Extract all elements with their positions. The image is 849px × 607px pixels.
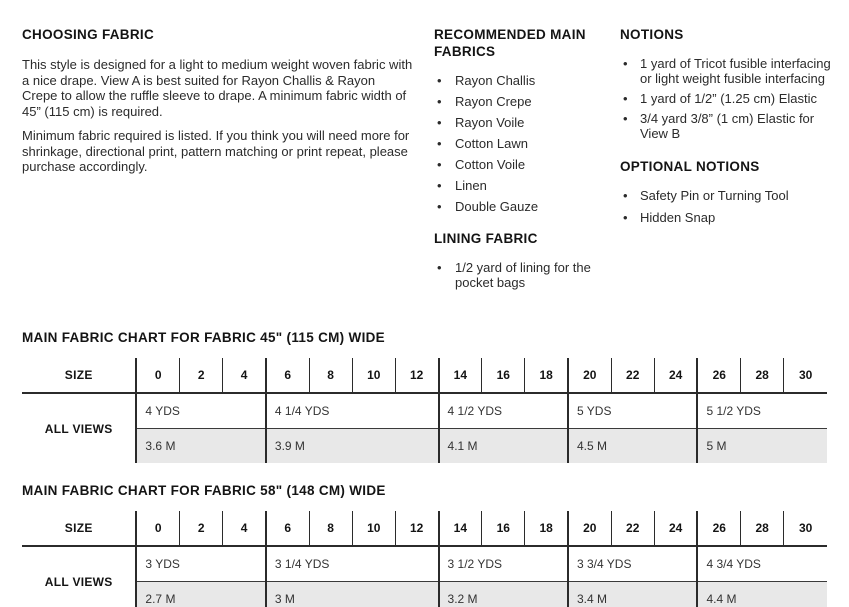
all-views-label: ALL VIEWS bbox=[22, 393, 136, 463]
meters-cell: 4.4 M bbox=[697, 581, 827, 607]
size-header-cell: 12 bbox=[395, 358, 438, 393]
size-header-cell: 28 bbox=[741, 358, 784, 393]
notions-heading: NOTIONS bbox=[620, 27, 684, 42]
size-header-cell: 22 bbox=[611, 358, 654, 393]
notions-section bbox=[620, 26, 832, 232]
size-header-cell: 26 bbox=[697, 358, 740, 393]
size-header-cell: 10 bbox=[352, 511, 395, 546]
size-header-cell: 6 bbox=[266, 511, 309, 546]
size-header-row bbox=[22, 511, 827, 546]
optional-notions-heading: OPTIONAL NOTIONS bbox=[620, 159, 760, 174]
list-item: • Cotton Voile bbox=[434, 157, 606, 172]
size-header-cell: 14 bbox=[439, 358, 482, 393]
fabric-chart-58-title: MAIN FABRIC CHART FOR FABRIC 58" (148 CM) WIDE bbox=[22, 483, 386, 498]
yardage-cell: 4 1/4 YDS bbox=[266, 393, 439, 428]
meters-row bbox=[22, 428, 827, 463]
lining-fabric-heading: LINING FABRIC bbox=[434, 231, 538, 246]
choosing-fabric-heading: CHOOSING FABRIC bbox=[22, 27, 155, 42]
size-header-cell: 30 bbox=[784, 511, 827, 546]
meters-cell: 5 M bbox=[697, 428, 827, 463]
recommended-fabrics-heading: RECOMMENDED MAIN FABRICS bbox=[434, 27, 586, 59]
yards-row bbox=[22, 393, 827, 428]
yardage-cell: 3 YDS bbox=[136, 546, 265, 581]
all-views-label: ALL VIEWS bbox=[22, 546, 136, 607]
meters-cell: 4.5 M bbox=[568, 428, 697, 463]
meters-row bbox=[22, 581, 827, 607]
meters-cell: 4.1 M bbox=[439, 428, 568, 463]
fabric-chart-58-table bbox=[22, 511, 827, 607]
meters-cell: 3.4 M bbox=[568, 581, 697, 607]
size-header-cell: 16 bbox=[482, 358, 525, 393]
size-header-cell: 10 bbox=[352, 358, 395, 393]
yardage-cell: 4 3/4 YDS bbox=[697, 546, 827, 581]
meters-cell: 3.2 M bbox=[439, 581, 568, 607]
size-header-cell: 0 bbox=[136, 511, 179, 546]
size-header-cell: 18 bbox=[525, 358, 568, 393]
size-header-cell: 2 bbox=[180, 511, 223, 546]
size-header-cell: 2 bbox=[180, 358, 223, 393]
list-item: • 3/4 yard 3/8” (1 cm) Elastic for View B bbox=[620, 111, 832, 141]
size-header-cell: 8 bbox=[309, 511, 352, 546]
size-header-cell: 24 bbox=[654, 358, 697, 393]
list-item: • Hidden Snap bbox=[620, 210, 832, 225]
meters-cell: 3.9 M bbox=[266, 428, 439, 463]
yardage-cell: 4 YDS bbox=[136, 393, 265, 428]
list-item: • Safety Pin or Turning Tool bbox=[620, 188, 832, 203]
size-header-cell: 0 bbox=[136, 358, 179, 393]
choosing-fabric-paragraph-2: Minimum fabric required is listed. If you think you will need more for shrinkage, directional print, pattern matching or print repeat, please purchase accordingly. bbox=[22, 128, 410, 174]
meters-cell: 2.7 M bbox=[136, 581, 265, 607]
fabric-charts bbox=[22, 330, 827, 607]
list-item: • 1 yard of Tricot fusible interfacing or light weight fusible interfacing bbox=[620, 56, 832, 86]
size-header-cell: 4 bbox=[223, 511, 266, 546]
yardage-cell: 5 1/2 YDS bbox=[697, 393, 827, 428]
size-header-cell: 16 bbox=[482, 511, 525, 546]
size-header-cell: 6 bbox=[266, 358, 309, 393]
notions-list bbox=[620, 56, 832, 141]
size-header-cell: 14 bbox=[439, 511, 482, 546]
list-item: • Cotton Lawn bbox=[434, 136, 606, 151]
size-header-cell: 24 bbox=[654, 511, 697, 546]
yardage-cell: 3 1/2 YDS bbox=[439, 546, 568, 581]
size-header-cell: 8 bbox=[309, 358, 352, 393]
optional-notions-list bbox=[620, 188, 832, 225]
size-header-label: SIZE bbox=[22, 511, 136, 546]
meters-cell: 3 M bbox=[266, 581, 439, 607]
size-header-row bbox=[22, 358, 827, 393]
meters-cell: 3.6 M bbox=[136, 428, 265, 463]
list-item: • Linen bbox=[434, 178, 606, 193]
size-header-cell: 22 bbox=[611, 511, 654, 546]
fabric-chart-45-block bbox=[22, 330, 827, 463]
list-item: • Rayon Voile bbox=[434, 115, 606, 130]
yardage-cell: 5 YDS bbox=[568, 393, 697, 428]
size-header-cell: 18 bbox=[525, 511, 568, 546]
fabric-chart-45-title: MAIN FABRIC CHART FOR FABRIC 45" (115 CM) WIDE bbox=[22, 330, 385, 345]
fabric-chart-58-block bbox=[22, 483, 827, 607]
yardage-cell: 3 1/4 YDS bbox=[266, 546, 439, 581]
size-header-cell: 4 bbox=[223, 358, 266, 393]
list-item: • 1 yard of 1/2” (1.25 cm) Elastic bbox=[620, 91, 832, 106]
size-header-label: SIZE bbox=[22, 358, 136, 393]
size-header-cell: 20 bbox=[568, 358, 611, 393]
yardage-cell: 4 1/2 YDS bbox=[439, 393, 568, 428]
list-item: • Double Gauze bbox=[434, 199, 606, 214]
size-header-cell: 26 bbox=[697, 511, 740, 546]
size-header-cell: 28 bbox=[741, 511, 784, 546]
yards-row bbox=[22, 546, 827, 581]
size-header-cell: 30 bbox=[784, 358, 827, 393]
fabric-chart-45-table bbox=[22, 358, 827, 463]
recommended-fabrics-section bbox=[434, 26, 606, 296]
recommended-fabrics-list bbox=[434, 73, 606, 214]
yardage-cell: 3 3/4 YDS bbox=[568, 546, 697, 581]
list-item: • Rayon Crepe bbox=[434, 94, 606, 109]
fabric-info-columns bbox=[22, 26, 831, 296]
list-item: • 1/2 yard of lining for the pocket bags bbox=[434, 260, 606, 290]
choosing-fabric-paragraph-1: This style is designed for a light to medium weight woven fabric with a nice drape. View A is best suited for Rayon Challis & Rayon Crepe to allow the ruffle sleeve to drape. A minimum fabric width of 45” (115 cm) is required. bbox=[22, 57, 413, 119]
lining-fabric-list bbox=[434, 260, 606, 290]
size-header-cell: 20 bbox=[568, 511, 611, 546]
choosing-fabric-section bbox=[22, 26, 420, 175]
list-item: • Rayon Challis bbox=[434, 73, 606, 88]
size-header-cell: 12 bbox=[395, 511, 438, 546]
